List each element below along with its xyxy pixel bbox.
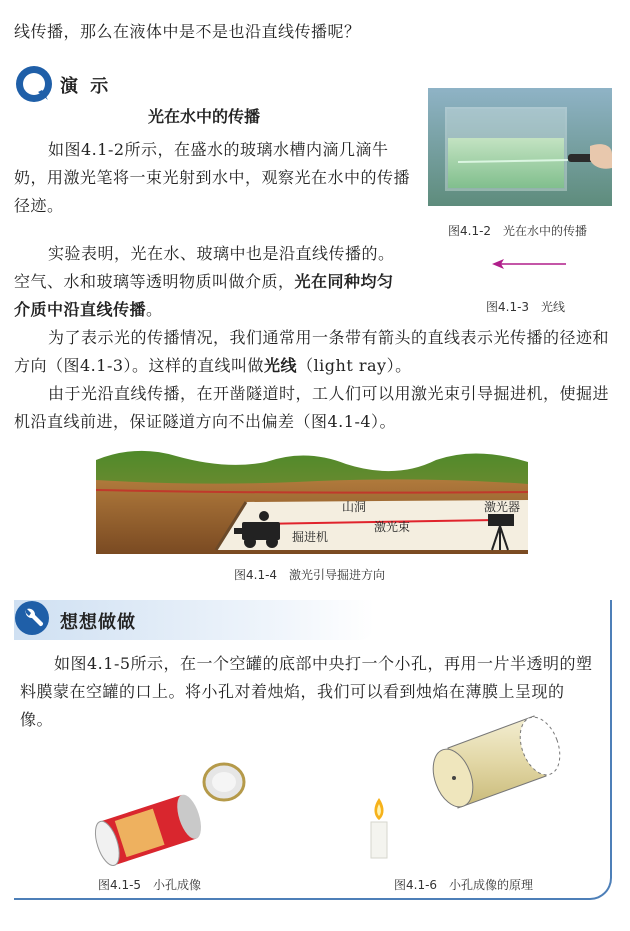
- pinhole-cylinder-illustration: [428, 710, 564, 820]
- fig6-caption: 图4.1-6 小孔成像的原理: [394, 878, 534, 892]
- water-tank-photo: [428, 88, 612, 206]
- demo-paragraph-1: 如图4.1-2所示，在盛水的玻璃水槽内滴几滴牛奶，用激光笔将一束光射到水中，观察光在水中的传播径迹。: [14, 140, 411, 215]
- body-paragraph-4: 由于光沿直线传播，在开凿隧道时，工人们可以用激光束引导掘进机，使掘进机沿直线前进，保证隧道方向不出偏差（图4.1-4）。: [14, 384, 610, 431]
- light-ray-arrow: [488, 256, 568, 270]
- label-laser-beam: 激光束: [374, 520, 411, 534]
- demo-paragraph-2: [14, 240, 410, 324]
- label-cave: 山洞: [342, 500, 367, 514]
- wrench-icon: [14, 600, 50, 636]
- demo-heading: 演 示: [60, 76, 112, 97]
- body-paragraph-3-b: （light ray）。: [297, 356, 412, 375]
- demo-paragraph-2-end: 。: [146, 300, 163, 319]
- demo-paragraph-2-text: 实验表明，光在水、玻璃中也是沿直线传播的。空气、水和玻璃等透明物质叫做介质，: [14, 244, 395, 291]
- fig5-caption: 图4.1-5 小孔成像: [98, 878, 202, 892]
- fig3-caption: 图4.1-3 光线: [486, 300, 566, 314]
- intro-line: 线传播，那么在液体中是不是也沿直线传播呢？: [14, 22, 361, 41]
- think-paragraph: 如图4.1-5所示，在一个空罐的底部中央打一个小孔，再用一片半透明的塑料膜蒙在空罐的口上。将小孔对着烛焰，我们可以看到烛焰在薄膜上呈现的像。: [20, 654, 593, 729]
- think-heading: 想想做做: [60, 612, 136, 633]
- body-paragraph-3: [14, 324, 614, 380]
- body-paragraph-3-a: 为了表示光的传播情况，我们通常用一条带有箭头的直线表示光传播的径迹和方向（图4.1-3）。这样的直线叫做: [14, 328, 610, 375]
- label-tunneling-machine: 掘进机: [292, 530, 329, 544]
- demo-paragraph-2-bold: 光在同种均匀介质中沿直线传播: [14, 272, 394, 319]
- candle-illustration: [364, 796, 394, 860]
- can-illustration: [92, 762, 252, 868]
- label-laser-device: 激光器: [484, 500, 521, 514]
- demo-subtitle: 光在水中的传播: [148, 107, 261, 126]
- fig4-caption: 图4.1-4 激光引导掘进方向: [234, 568, 386, 582]
- demo-icon: [14, 64, 54, 104]
- fig2-caption: 图4.1-2 光在水中的传播: [448, 224, 588, 238]
- tunnel-illustration: [96, 440, 528, 554]
- body-paragraph-3-bold: 光线: [264, 356, 298, 375]
